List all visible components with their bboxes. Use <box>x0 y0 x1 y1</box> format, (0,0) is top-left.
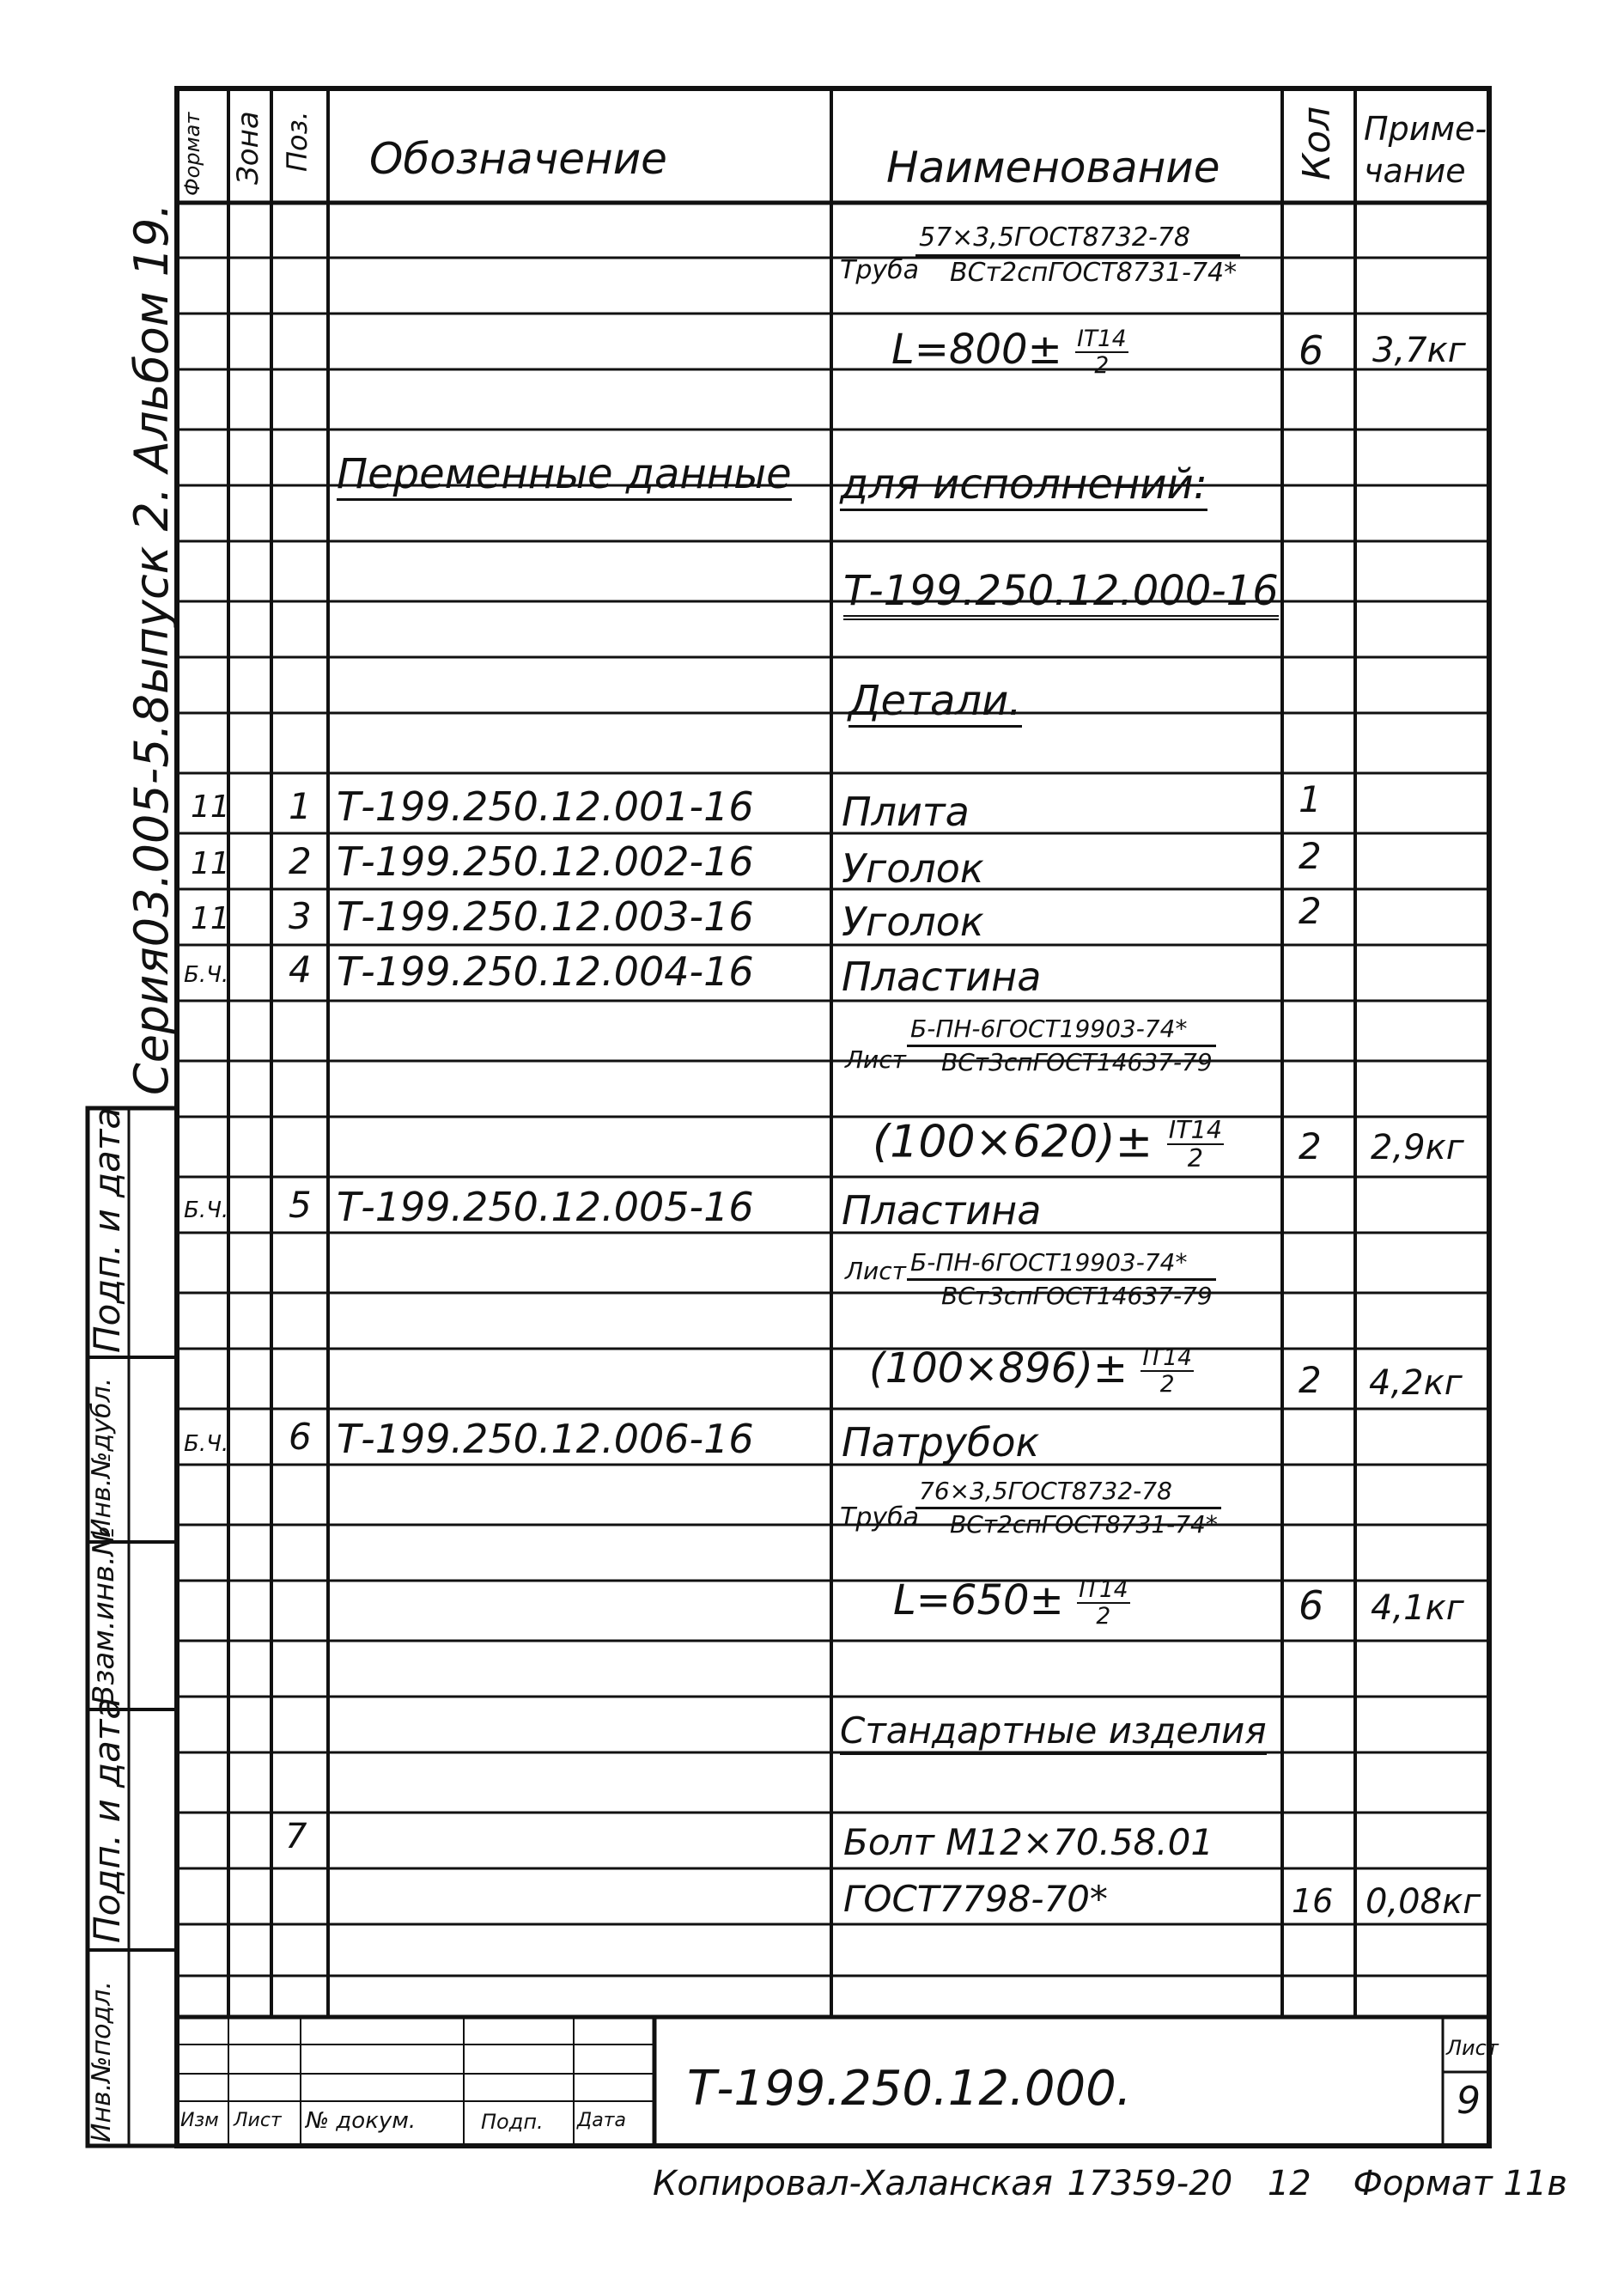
pipe2-label: Труба <box>840 1502 920 1533</box>
tb-sheet-number: 9 <box>1457 2079 1481 2123</box>
header-zone: Зона <box>231 111 265 185</box>
dim2-qty: 2 <box>1299 1359 1322 1401</box>
row1-designation: Т-199.250.12.001-16 <box>337 783 754 830</box>
row4-pos: 4 <box>289 948 312 990</box>
row5-designation: Т-199.250.12.005-16 <box>337 1184 754 1230</box>
variable-data-right: для исполнений: <box>840 464 1207 511</box>
details-heading: Детали. <box>848 680 1022 728</box>
row6-name: Патрубок <box>842 1419 1040 1466</box>
row1-format: 11 <box>191 789 230 825</box>
document-code: Т-199.250.12.000. <box>687 2061 1132 2117</box>
row6-format: Б.Ч. <box>184 1431 229 1457</box>
sheet1-spec: Б-ПН-6ГОСТ19903-74* ВСт3спГОСТ14637-79 <box>907 1017 1216 1075</box>
header-qty: Кол <box>1295 106 1339 180</box>
pipe1-spec: 57×3,5ГОСТ8732-78 ВСт2спГОСТ8731-74* <box>915 225 1240 286</box>
header-note: Приме-чание <box>1364 110 1487 191</box>
length1-note: 3,7кг <box>1372 331 1466 370</box>
bolt-line2: ГОСТ7798-70* <box>843 1878 1108 1920</box>
row4-name: Пластина <box>842 954 1042 1000</box>
row3-designation: Т-199.250.12.003-16 <box>337 893 754 940</box>
row1-name: Плита <box>842 789 970 835</box>
standard-items-heading: Стандартные изделия <box>840 1713 1267 1755</box>
row2-name: Уголок <box>842 845 984 892</box>
dim2-note: 4,2кг <box>1369 1363 1463 1403</box>
series-label: Серия03.005-5.8ыпуск 2. Альбом 19. <box>125 203 179 1095</box>
pipe1-label: Труба <box>840 255 920 285</box>
row2-pos: 2 <box>289 840 312 882</box>
bolt-qty: 16 <box>1292 1882 1334 1920</box>
sheet1-label: Лист <box>845 1045 906 1074</box>
row2-qty: 2 <box>1299 835 1322 877</box>
row1-qty: 1 <box>1299 778 1322 820</box>
tb-data: Дата <box>577 2110 626 2131</box>
bolt-note: 0,08кг <box>1365 1882 1481 1922</box>
tb-n-dokum: № докум. <box>306 2108 417 2134</box>
row3-qty: 2 <box>1299 890 1322 932</box>
row4-format: Б.Ч. <box>184 962 229 988</box>
tb-podp: Подп. <box>481 2110 544 2134</box>
header-pos: Поз. <box>281 111 313 172</box>
header-format: Формат <box>180 112 204 196</box>
length1: L=800± $\frac{IT14}{2}$ <box>891 326 1127 380</box>
footer-copied: Копировал-Халанская 17359-20 12 Формат 11в <box>653 2164 1567 2203</box>
header-designation: Обозначение <box>369 134 667 184</box>
row6-pos: 6 <box>289 1416 312 1458</box>
dim2: (100×896)± $\frac{IT14}{2}$ <box>869 1344 1192 1399</box>
row3-pos: 3 <box>289 895 312 937</box>
podp-data-label-2: Подп. и дата <box>86 1106 128 1353</box>
row5-format: Б.Ч. <box>184 1197 229 1223</box>
podp-data-label-1: Подп. и дата <box>86 1697 128 1943</box>
sheet2-spec: Б-ПН-6ГОСТ19903-74* ВСт3спГОСТ14637-79 <box>907 1251 1216 1308</box>
row5-pos: 5 <box>289 1184 312 1226</box>
variant-code: Т-199.250.12.000-16 <box>843 570 1279 620</box>
sheet2-label: Лист <box>845 1257 906 1285</box>
row4-designation: Т-199.250.12.004-16 <box>337 948 754 995</box>
inv-podl-label: Инв.№подл. <box>87 1981 117 2142</box>
dim1: (100×620)± $\frac{IT14}{2}$ <box>873 1115 1223 1173</box>
row5-name: Пластина <box>842 1187 1042 1234</box>
pipe2-spec: 76×3,5ГОСТ8732-78 ВСт2спГОСТ8731-74* <box>915 1479 1221 1537</box>
row1-pos: 1 <box>289 785 312 827</box>
tb-list: Лист <box>234 2110 282 2131</box>
row2-format: 11 <box>191 846 230 881</box>
row7-pos: 7 <box>285 1817 307 1856</box>
row3-format: 11 <box>191 901 230 936</box>
bolt-line1: Болт М12×70.58.01 <box>843 1821 1214 1863</box>
variable-data-left: Переменные данные <box>337 454 792 501</box>
dim1-qty: 2 <box>1299 1125 1322 1167</box>
row2-designation: Т-199.250.12.002-16 <box>337 838 754 885</box>
row3-name: Уголок <box>842 899 984 945</box>
length1-qty: 6 <box>1299 327 1324 374</box>
dim1-note: 2,9кг <box>1371 1128 1464 1167</box>
vzam-inv-label: Взам.инв.№ <box>87 1525 121 1705</box>
tb-izm: Изм <box>180 2110 219 2131</box>
tb-sheet-label: Лист <box>1446 2036 1499 2060</box>
length2-qty: 6 <box>1299 1582 1324 1629</box>
inv-dubl-label: Инв.№дубл. <box>87 1377 117 1538</box>
length2-note: 4,1кг <box>1371 1588 1464 1628</box>
row6-designation: Т-199.250.12.006-16 <box>337 1416 754 1462</box>
length2: L=650± $\frac{IT14}{2}$ <box>893 1576 1128 1630</box>
header-name: Наименование <box>886 143 1220 192</box>
